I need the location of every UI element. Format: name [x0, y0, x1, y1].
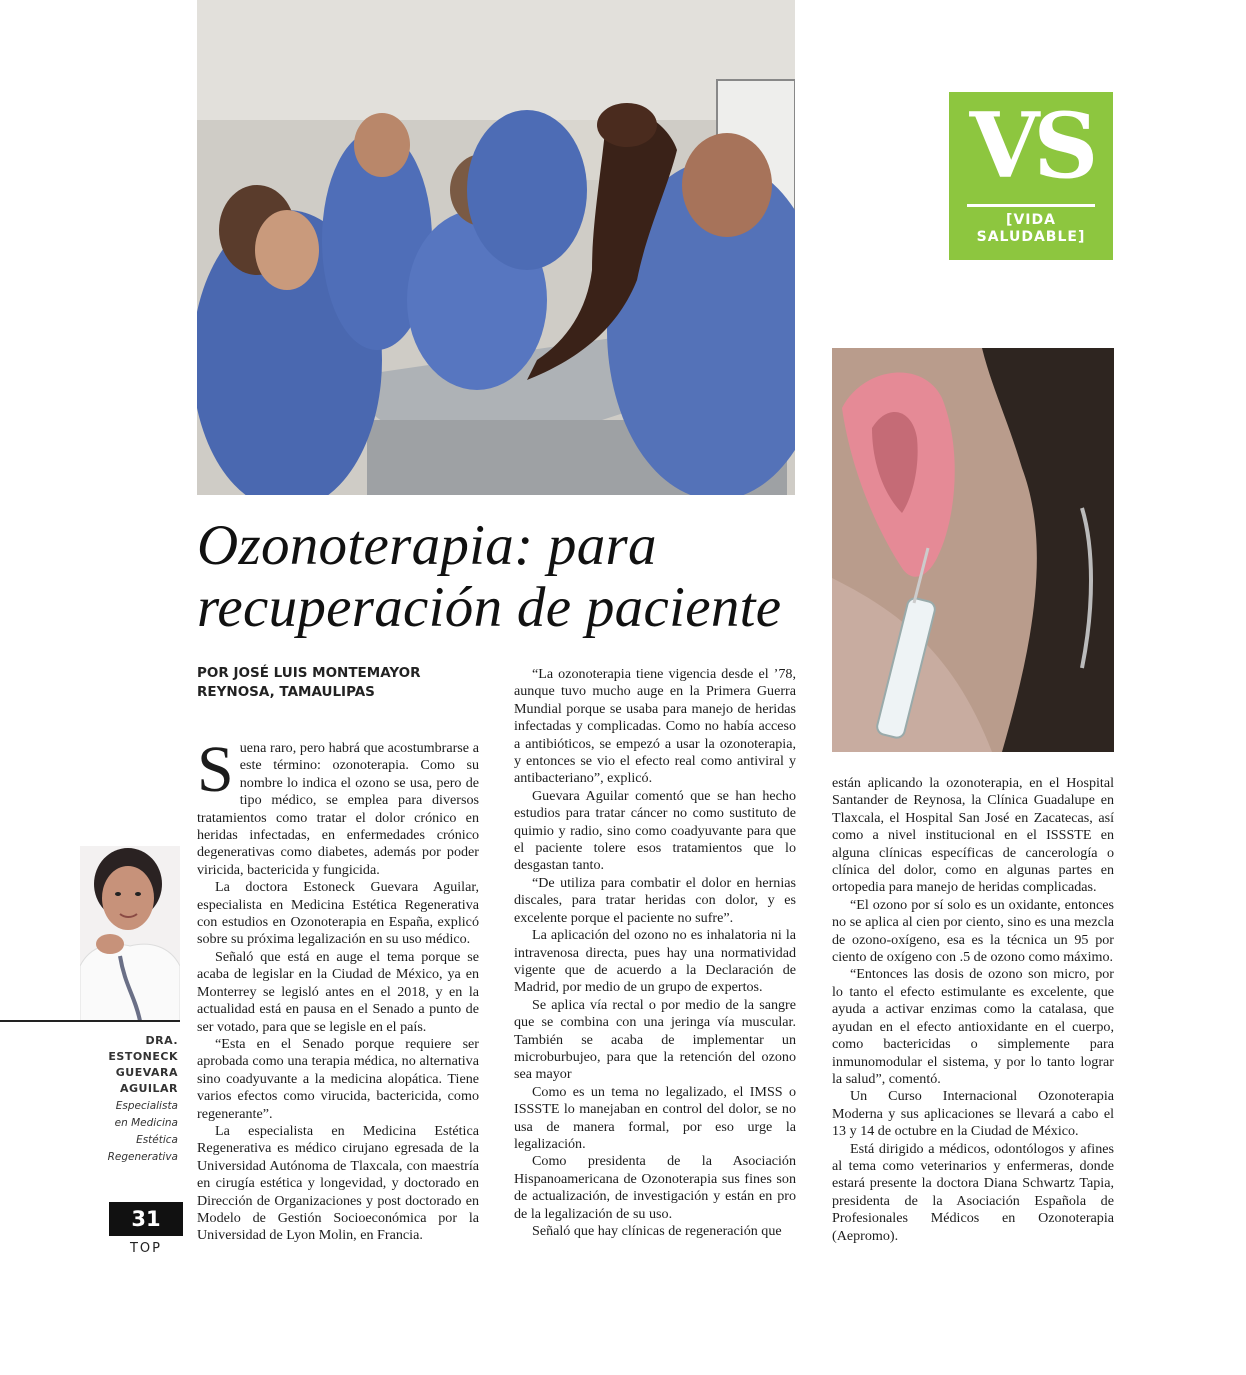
- photo-ear-ozone-injection: [832, 348, 1114, 752]
- photo-veterinary-ozone-session: [197, 0, 795, 495]
- article-paragraph: Está dirigido a médicos, odontólogos y afines al tema como veterinarios y enfermeras, donde estará presente la doctora Diana Schwartz Tapia, presidenta de la Asociación Española de Profesionales Médicos en Ozonoterapia (Aepromo).: [832, 1140, 1114, 1244]
- section-badge-subtitle-line2: SALUDABLE]: [976, 229, 1086, 245]
- article-paragraph: La doctora Estoneck Guevara Aguilar, especialista en Medicina Estética Regenerativa con estudios en Ozonoterapia en España, explicó sobre su próxima legalización en su uso médico.: [197, 879, 479, 948]
- dropcap: S: [197, 733, 234, 806]
- article-paragraph: “Entonces las dosis de ozono son micro, por lo tanto el efecto estimulante es excelente, que ayuda a activar enzimas como la catalasa, que ayudan en el efecto antioxidante en el cuerpo, como bactericidas o simplemente para inmunomodular el sistema, y por lo tanto lograr la salud”, comentó.: [832, 966, 1114, 1087]
- author-title: Especialista en Medicina Estética Regenerativa: [107, 1100, 178, 1163]
- article-paragraph: Señaló que hay clínicas de regeneración que: [532, 1223, 782, 1239]
- author-name: DRA. ESTONECK GUEVARA AGUILAR: [108, 1034, 178, 1095]
- article-paragraph: “La ozonoterapia tiene vigencia desde el ’78, aunque tuvo mucho auge en la Primera Guerra Mundial porque se usaba para manejo de heridas infectadas y complicadas. Como no había acceso a antibióticos, se empezó a usar la ozonoterapia, y entonces se vio el efecto real como antiviral y antibacteriano”, explicó.: [514, 666, 796, 787]
- byline-author: POR JOSÉ LUIS MONTEMAYOR: [197, 665, 421, 681]
- publication-label: TOP: [129, 1241, 162, 1256]
- author-portrait: [80, 846, 180, 1021]
- article-column-3: [832, 775, 1114, 1245]
- section-badge-divider: [967, 204, 1095, 207]
- article-paragraph: Se aplica vía rectal o por medio de la sangre que se combina con una jeringa vía muscular. También se acaba de implementar un microburbujeo, para que la retención del ozono sea mayor: [514, 996, 796, 1083]
- section-badge: [949, 92, 1113, 260]
- article-paragraph: La aplicación del ozono no es inhalatoria ni la intravenosa directa, pues hay una normatividad vigente que de acuerdo a la Declaración de Madrid, por medio de un grupo de expertos.: [514, 927, 796, 996]
- article-paragraph: “De utiliza para combatir el dolor en hernias discales, para tratar heridas con dolor, y es excelente porque el paciente no sufre”.: [514, 874, 796, 926]
- article-paragraph: Como es un tema no legalizado, el IMSS o ISSSTE lo manejaban en control del dolor, se no usa de manera formal, por eso urge la legalización.: [514, 1083, 796, 1152]
- headline: [197, 515, 817, 639]
- article-paragraph: Señaló que está en auge el tema porque se acaba de legislar en la Ciudad de México, ya en Monterrey se legisló antes en el 2018, y en la actualidad está en pausa en el Senado a punto de ser votado, para que se legisle en el país.: [197, 948, 479, 1035]
- section-badge-subtitle: [949, 212, 1113, 246]
- author-caption: [60, 1033, 178, 1166]
- sidebar-divider: [0, 1020, 180, 1022]
- section-badge-subtitle-line1: [VIDA: [1006, 212, 1056, 228]
- byline: [197, 664, 497, 702]
- article-paragraph: Suena raro, pero habrá que acostumbrarse a este término: ozonoterapia. Como su nombre lo indica el ozono se usa, pero de tipo médico, se emplea para diversos tratamientos como tratar el dolor crónico en heridas infectadas, en enfermedades crónico degenerativas como diabetes, además por poder viricida, bactericida y fungicida.: [197, 733, 479, 878]
- article-paragraph: están aplicando la ozonoterapia, en el Hospital Santander de Reynosa, la Clínica Guadalupe en Tlaxcala, el Hospital San José en Zacatecas, así como a nivel institucional en el ISSSTE en alguna clínicas específicas de cancerología o clínica del dolor, como en algunas partes en ortopedia para manejo de heridas complicadas.: [832, 775, 1114, 896]
- article-paragraph: La especialista en Medicina Estética Regenerativa es médico cirujano egresada de la Universidad Autónoma de Tlaxcala, con maestría en cirugía estética y longevidad, y doctorado en Dirección de Organizaciones y post doctorado en Modelo de Gestión Socioeconómica por la Universidad de Lyon Molin, en Francia.: [197, 1122, 479, 1244]
- article-paragraph: Guevara Aguilar comentó que se han hecho estudios para tratar cáncer no como sustituto de quimio y radio, sino como coadyuvante para que el paciente tolere esos tratamientos que lo desgastan tanto.: [514, 787, 796, 874]
- page-number: 31: [109, 1202, 183, 1236]
- headline-line2: recuperación de paciente: [197, 576, 782, 639]
- article-column-2: [514, 666, 796, 1240]
- headline-line1: Ozonoterapia: para: [197, 514, 657, 577]
- article-paragraph: Un Curso Internacional Ozonoterapia Moderna y sus aplicaciones se llevará a cabo el 13 y 14 de octubre en la Ciudad de México.: [832, 1088, 1114, 1140]
- article-paragraph: “El ozono por sí solo es un oxidante, entonces no se aplica al cien por ciento, sino es una mezcla de ozono-oxígeno, esa es la técnica un 95 por ciento de oxígeno con .5 de ozono como máximo.: [832, 896, 1114, 966]
- article-paragraph: Como presidenta de la Asociación Hispanoamericana de Ozonoterapia sus fines son de actualización, de investigación y están en pro de la legalización de su uso.: [514, 1153, 796, 1222]
- section-badge-letters: VS: [969, 93, 1093, 199]
- byline-location: REYNOSA, TAMAULIPAS: [197, 684, 375, 700]
- article-paragraph: “Esta en el Senado porque requiere ser aprobada como una terapia médica, no alternativa sino coadyuvante a la medicina alopática. Tiene varios efectos como virucida, bactericida, como regenerante”.: [197, 1035, 479, 1122]
- article-column-1: [197, 733, 479, 1245]
